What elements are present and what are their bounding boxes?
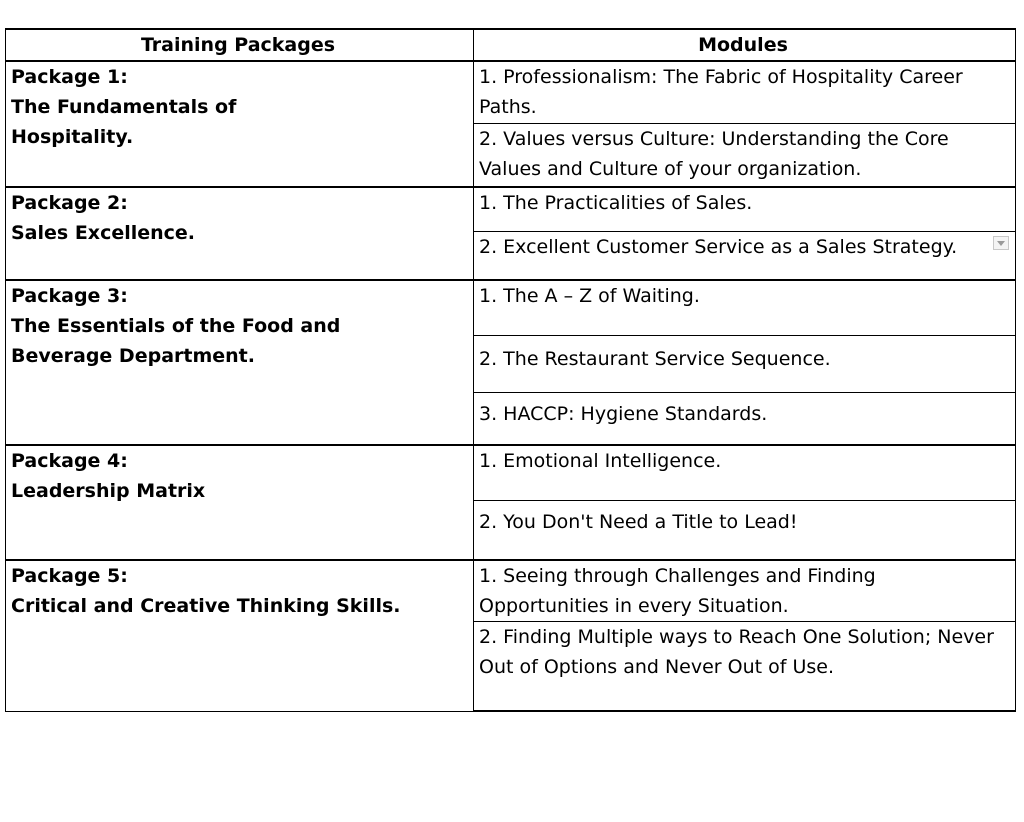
module-text: 1. Seeing through Challenges and Finding Opportunities in every Situation. — [479, 565, 876, 617]
module-text: 2. The Restaurant Service Sequence. — [479, 348, 831, 370]
module-cell-5-2[interactable] — [474, 622, 1016, 712]
module-cell-1-1[interactable] — [474, 61, 1016, 124]
package-number: Package 1: — [11, 66, 128, 88]
table-row — [6, 61, 1016, 124]
module-text: 1. The A – Z of Waiting. — [479, 285, 700, 307]
package-name: Critical and Creative Thinking Skills. — [11, 595, 401, 617]
module-text: 2. You Don't Need a Title to Lead! — [479, 511, 798, 533]
module-text: 2. Excellent Customer Service as a Sales Strategy. — [479, 236, 958, 258]
package-number: Package 3: — [11, 285, 128, 307]
module-cell-3-3[interactable] — [474, 393, 1016, 446]
module-text: 1. The Practicalities of Sales. — [479, 192, 753, 214]
package-cell-5[interactable] — [6, 560, 474, 711]
module-cell-2-1[interactable] — [474, 187, 1016, 232]
package-number: Package 5: — [11, 565, 128, 587]
table-row — [6, 187, 1016, 232]
package-cell-4[interactable] — [6, 445, 474, 560]
module-cell-2-2[interactable] — [474, 232, 1016, 281]
header-training-packages: Training Packages — [6, 29, 474, 61]
header-modules: Modules — [474, 29, 1016, 61]
table-row — [6, 445, 1016, 501]
table-row — [6, 280, 1016, 336]
module-text: 3. HACCP: Hygiene Standards. — [479, 403, 768, 425]
module-cell-3-1[interactable] — [474, 280, 1016, 336]
module-text: 2. Values versus Culture: Understanding the Core Values and Culture of your organization. — [479, 128, 949, 180]
package-number: Package 2: — [11, 192, 128, 214]
module-cell-1-2[interactable] — [474, 124, 1016, 188]
package-cell-2[interactable] — [6, 187, 474, 280]
package-name: The Essentials of the Food and Beverage Department. — [11, 315, 341, 367]
module-text: 1. Professionalism: The Fabric of Hospitality Career Paths. — [479, 66, 963, 118]
module-cell-3-2[interactable] — [474, 336, 1016, 393]
table-header-row — [6, 29, 1016, 61]
package-number: Package 4: — [11, 450, 128, 472]
package-cell-3[interactable] — [6, 280, 474, 445]
package-name: Leadership Matrix — [11, 480, 206, 502]
package-cell-1[interactable] — [6, 61, 474, 187]
chevron-down-icon[interactable] — [993, 236, 1009, 250]
training-packages-table — [5, 28, 1016, 712]
module-text: 1. Emotional Intelligence. — [479, 450, 722, 472]
table-row — [6, 560, 1016, 622]
module-cell-4-2[interactable] — [474, 501, 1016, 561]
module-cell-5-1[interactable] — [474, 560, 1016, 622]
package-name: The Fundamentals of Hospitality. — [11, 96, 237, 148]
module-cell-4-1[interactable] — [474, 445, 1016, 501]
package-name: Sales Excellence. — [11, 222, 196, 244]
module-text: 2. Finding Multiple ways to Reach One Solution; Never Out of Options and Never Out of Use. — [479, 626, 994, 678]
